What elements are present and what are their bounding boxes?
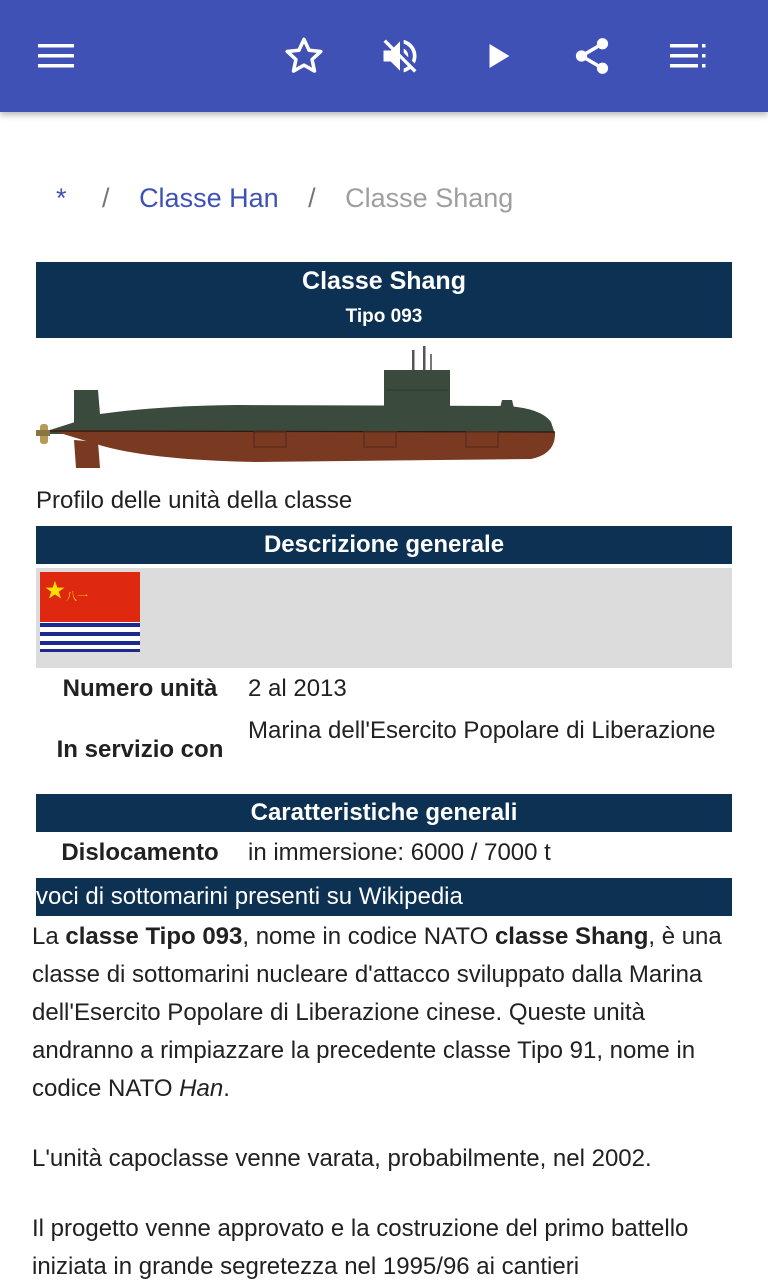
infobox-footer-link[interactable]: voci di sottomarini presenti su Wikipedia [36,878,732,916]
section-header-features: Caratteristiche generali [36,794,732,832]
infobox-title-block [36,262,732,338]
app-bar [0,0,768,112]
article-body [32,918,736,1286]
article-paragraph-1: La classe Tipo 093, nome in codice NATO classe Shang, è una classe di sottomarini nucleare d'attacco sviluppato dalla Marina dell'Esercito Popolare di Liberazione cinese. Queste unità andranno a rimpiazzare la precedente classe Tipo 91, nome in codice NATO Han. [32,923,722,1102]
section-header-general: Descrizione generale [36,526,732,564]
row-value: in immersione: 6000 / 7000 t [248,839,551,866]
menu-icon[interactable] [28,28,84,84]
infobox-row-units [36,670,732,710]
article-paragraph-3: Il progetto venne approvato e la costruzione del primo battello iniziata in grande segretezza nel 1995/96 ai cantieri [32,1215,689,1280]
playlist-icon[interactable] [660,28,716,84]
star-outline-icon[interactable] [276,28,332,84]
breadcrumb-separator: / [308,183,316,213]
breadcrumb-separator: / [102,183,110,213]
share-icon[interactable] [564,28,620,84]
row-label: Numero unità [62,675,218,702]
infobox-title: Classe Shang [302,267,466,295]
row-label: Dislocamento [61,839,219,866]
breadcrumb-current: Classe Shang [345,183,514,213]
article-paragraph-2: L'unità capoclasse venne varata, probabilmente, nel 2002. [32,1145,652,1172]
breadcrumb-parent-link[interactable]: Classe Han [139,183,279,213]
row-value: 2 al 2013 [248,675,347,702]
flag-row [36,568,732,668]
image-caption: Profilo delle unità della classe [36,487,353,514]
submarine-profile-image [36,344,560,472]
volume-off-icon[interactable] [372,28,428,84]
play-icon[interactable] [470,28,526,84]
infobox-row-service [36,712,732,790]
svg-text:八一: 八一 [66,590,88,603]
breadcrumb [56,178,513,218]
row-value[interactable]: Marina dell'Esercito Popolare di Liberazione [248,717,716,744]
infobox-subtitle: Tipo 093 [345,306,423,327]
breadcrumb-home-link[interactable]: * [56,183,67,213]
infobox-row-displacement [36,834,732,874]
navy-ensign-flag-icon [40,572,140,652]
row-label: In servizio con [56,736,224,763]
